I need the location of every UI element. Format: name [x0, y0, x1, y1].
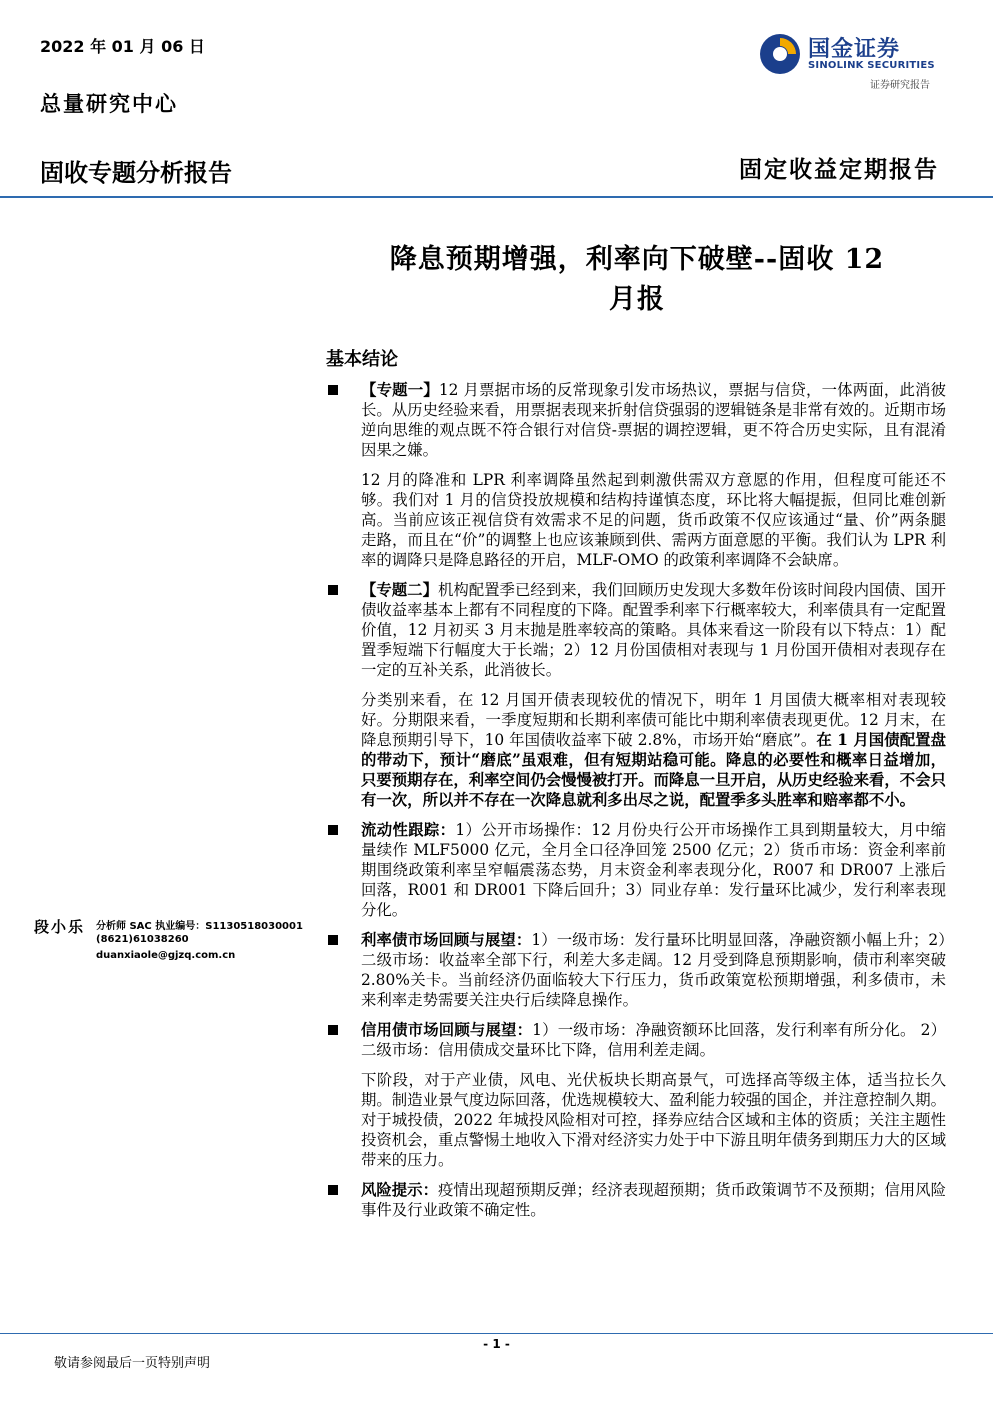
report-frequency: 固定收益定期报告 — [739, 156, 939, 183]
item-lead: 【专题二】 — [361, 581, 438, 599]
item-lead: 信用债市场回顾与展望： — [361, 1021, 533, 1039]
square-bullet-icon — [328, 1185, 338, 1195]
item-lead: 流动性跟踪： — [361, 821, 456, 839]
section-title: 基本结论 — [326, 349, 398, 370]
analyst-email[interactable]: duanxiaole@gjzq.com.cn — [96, 950, 236, 961]
analyst-phone: (8621)61038260 — [96, 934, 189, 945]
conclusion-item — [326, 1180, 946, 1220]
footer-disclaimer: 敬请参阅最后一页特别声明 — [54, 1356, 211, 1371]
logo-sub-text: 证券研究报告 — [870, 80, 930, 91]
paragraph-bold-text: 在 1 月国债配置盘的带动下，预计“磨底”虽艰难，但有短期站稳可能。降息的必要性和概率日益增加，只要预期存在，利率空间仍会慢慢被打开。而降息一旦开启，从历史经验来看，不会只有一次，所以并不存在一次降息就利多出尽之说，配置季多头胜率和赔率都不小。 — [361, 731, 946, 809]
square-bullet-icon — [328, 585, 338, 595]
item-text: 12 月票据市场的反常现象引发市场热议，票据与信贷，一体两面，此消彼长。从历史经验来看，用票据表现来折射信贷强弱的逻辑链条是非常有效的。近期市场逆向思维的观点既不符合银行对信贷-票据的调控逻辑，更不符合历史实际，且有混淆因果之嫌。 — [361, 381, 946, 459]
item-lead: 风险提示： — [361, 1181, 438, 1199]
conclusion-paragraph: 下阶段，对于产业债，风电、光伏板块长期高景气，可选择高等级主体，适当拉长久期。制造业景气度边际回落，优选规模较大、盈利能力较强的国企，并注意控制久期。对于城投债，2022 年城投风险相对可控，择券应结合区域和主体的资质；关注主题性投资机会，重点警惕土地收入下滑对经济实力处于中下游且明年债务到期压力大的区域带来的压力。 — [361, 1071, 946, 1169]
conclusion-item — [326, 580, 946, 680]
item-lead: 利率债市场回顾与展望： — [361, 931, 532, 949]
square-bullet-icon — [328, 1025, 338, 1035]
conclusion-item — [326, 380, 946, 460]
item-text: 1）一级市场：发行量环比明显回落，净融资额小幅上升；2）二级市场：收益率全部下行，利差大多走阔。12 月受到降息预期影响，债市利率突破 2.80%关卡。当前经济仍面临较大下行压力，货币政策宽松预期增强，利多债市，未来利率走势需要关注央行后续降息操作。 — [361, 931, 946, 1009]
sinolink-logo-icon — [758, 32, 802, 76]
report-title-line1: 降息预期增强，利率向下破壁--固收 12 — [389, 244, 885, 275]
conclusion-paragraph: 12 月的降准和 LPR 利率调降虽然起到刺激供需双方意愿的作用，但程度可能还不够。我们对 1 月的信贷投放规模和结构持谨慎态度，环比将大幅提振，但同比难创新高。当前应该正视信贷有效需求不足的问题，货币政策不仅应该通过“量、价”两条腿走路，而且在“价”的调整上也应该兼顾到供、需两方面意愿的平衡。我们认为 LPR 利率的调降只是降息路径的开启，MLF-OMO 的政策利率调降不会缺席。 — [361, 471, 946, 569]
research-center: 总量研究中心 — [40, 91, 178, 116]
footer-divider — [0, 1333, 993, 1334]
report-type: 固收专题分析报告 — [40, 159, 232, 187]
square-bullet-icon — [328, 385, 338, 395]
item-text: 机构配置季已经到来，我们回顾历史发现大多数年份该时间段内国债、国开债收益率基本上都有不同程度的下降。配置季利率下行概率较大，利率债具有一定配置价值，12 月初买 3 月末抛是胜率较高的策略。具体来看这一阶段有以下特点：1）配置季短端下行幅度大于长端；2）12 月份国债相对表现与 1 月份国开债相对表现存在一定的互补关系，此消彼长。 — [361, 581, 946, 679]
analyst-name: 段小乐 — [34, 918, 86, 936]
conclusion-item — [326, 930, 946, 1010]
item-text: 1）公开市场操作：12 月份央行公开市场操作工具到期量较大，月中缩量续作 MLF5000 亿元，全月全口径净回笼 2500 亿元；2）货币市场：资金利率前期围绕政策利率呈窄幅震荡态势，月末资金利率表现分化，R007 和 DR007 上涨后回落，R001 和 DR001 下降后回升；3）同业存单：发行量环比减少，发行利率表现分化。 — [361, 821, 946, 919]
item-text: 疫情出现超预期反弹；经济表现超预期；货币政策调节不及预期；信用风险事件及行业政策不确定性。 — [361, 1181, 946, 1219]
item-text: 1）一级市场：净融资额环比回落，发行利率有所分化。 2）二级市场：信用债成交量环比下降，信用利差走阔。 — [361, 1021, 946, 1059]
report-title-line2: 月报 — [609, 284, 665, 315]
paragraph-text: 分类别来看，在 12 月国开债表现较优的情况下，明年 1 月国债大概率相对表现较好。分期限来看，一季度短期和长期利率债可能比中期利率债表现更优。12 月末，在降息预期引导下，10 年国债收益率下破 2.8%，市场开始“磨底”。 — [361, 691, 946, 749]
conclusion-item — [326, 820, 946, 920]
logo-cn-text: 国金证券 — [808, 37, 901, 62]
conclusion-item — [326, 1020, 946, 1060]
logo-en-text: SINOLINK SECURITIES — [808, 60, 935, 71]
header-divider — [0, 196, 993, 198]
analyst-cert: 分析师 SAC 执业编号：S1130518030001 — [96, 921, 303, 932]
square-bullet-icon — [328, 825, 338, 835]
conclusions-body — [326, 380, 946, 1230]
page-number: - 1 - — [483, 1337, 510, 1351]
analyst-info — [96, 920, 303, 962]
item-lead: 【专题一】 — [361, 381, 439, 399]
report-date: 2022 年 01 月 06 日 — [40, 37, 205, 56]
square-bullet-icon — [328, 935, 338, 945]
report-title — [330, 240, 944, 320]
conclusion-paragraph — [326, 690, 946, 810]
company-logo — [758, 30, 948, 90]
